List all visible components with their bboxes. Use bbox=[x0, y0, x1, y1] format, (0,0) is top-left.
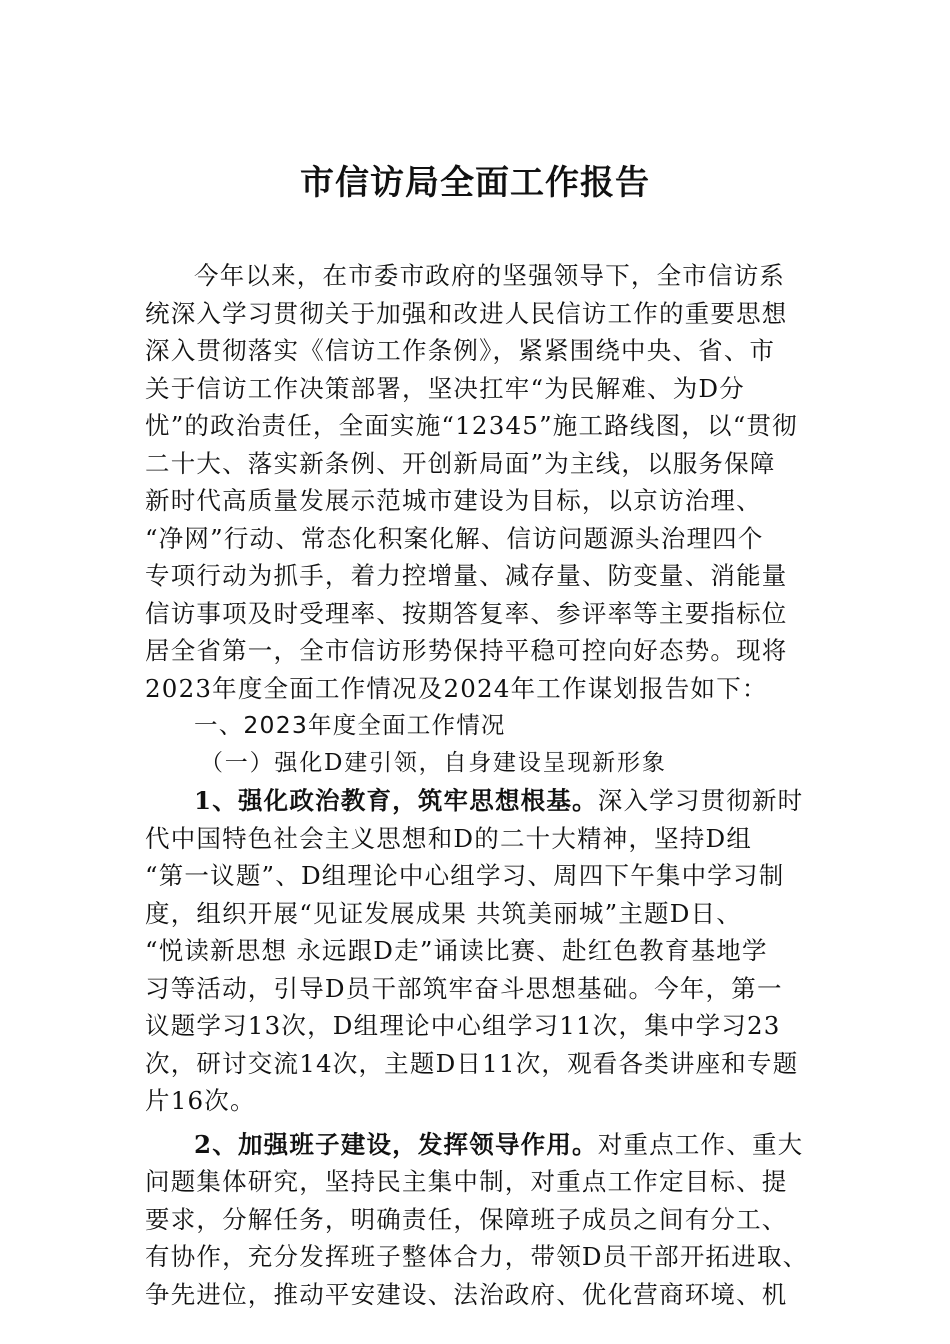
item-lead: 1、强化政治教育，筑牢思想根基。 bbox=[194, 786, 598, 815]
section-subheading: （一）强化D建引领，自身建设呈现新形象 bbox=[200, 749, 667, 776]
intro-line: 新时代高质量发展示范城市建设为目标，以京访治理、 bbox=[145, 486, 762, 515]
item-line: 有协作，充分发挥班子整体合力，带领D员干部开拓进取、 bbox=[145, 1242, 809, 1271]
section-heading: 一、2023年度全面工作情况 bbox=[194, 711, 506, 739]
intro-line: 居全省第一，全市信访形势保持平稳可控向好态势。现将 bbox=[145, 636, 788, 665]
intro-line: 统深入学习贯彻关于加强和改进人民信访工作的重要思想 bbox=[145, 298, 788, 328]
intro-line: 深入贯彻落实《信访工作条例》，紧紧围绕中央、省、市 bbox=[145, 336, 776, 365]
item-line: 度，组织开展“见证发展成果 共筑美丽城”主题D日、 bbox=[145, 898, 742, 928]
item-first-line bbox=[145, 1126, 815, 1164]
item-text: 对重点工作、重大 bbox=[597, 1129, 804, 1159]
item-line: 习等活动，引导D员干部筑牢奋斗思想基础。今年，第一 bbox=[145, 973, 783, 1003]
intro-line: 信访事项及时受理率、按期答复率、参评率等主要指标位 bbox=[145, 598, 788, 628]
intro-line: 二十大、落实新条例、开创新局面”为主线，以服务保障 bbox=[145, 448, 776, 478]
item-line: 次，研讨交流14次，主题D日11次，观看各类讲座和专题 bbox=[145, 1048, 799, 1078]
intro-line: 关于信访工作决策部署，坚决扛牢“为民解难、为D分 bbox=[145, 373, 745, 403]
item-text: 深入学习贯彻新时 bbox=[597, 786, 804, 815]
item-lead: 2、加强班子建设，发挥领导作用。 bbox=[194, 1129, 598, 1159]
item-line: 要求，分解任务，明确责任，保障班子成员之间有分工、 bbox=[145, 1204, 788, 1234]
intro-line: 忧”的政治责任，全面实施“12345”施工路线图，以“贯彻 bbox=[145, 411, 798, 440]
document-body bbox=[145, 257, 815, 1313]
item-line: “第一议题”、D组理论中心组学习、周四下午集中学习制 bbox=[145, 861, 785, 890]
item-line: 争先进位，推动平安建设、法治政府、优化营商环境、机 bbox=[145, 1279, 788, 1309]
intro-line: 专项行动为抓手，着力控增量、减存量、防变量、消能量 bbox=[145, 561, 788, 590]
item-line: “悦读新思想 永远跟D走”诵读比赛、赴红色教育基地学 bbox=[145, 936, 768, 965]
intro-line: 今年以来，在市委市政府的坚强领导下，全市信访系 bbox=[194, 261, 786, 290]
item-line: 代中国特色社会主义思想和D的二十大精神，坚持D组 bbox=[145, 823, 753, 853]
item-line: 片16次。 bbox=[145, 1086, 256, 1115]
intro-line: “净网”行动、常态化积案化解、信访问题源头治理四个 bbox=[145, 523, 764, 553]
intro-line: 2023年度全面工作情况及2024年工作谋划报告如下： bbox=[145, 673, 768, 703]
document-title: 市信访局全面工作报告 bbox=[300, 163, 650, 203]
item-line: 议题学习13次，D组理论中心组学习11次，集中学习23 bbox=[145, 1011, 781, 1040]
item-first-line bbox=[145, 782, 815, 820]
item-line: 问题集体研究，坚持民主集中制，对重点工作定目标、提 bbox=[145, 1167, 788, 1196]
